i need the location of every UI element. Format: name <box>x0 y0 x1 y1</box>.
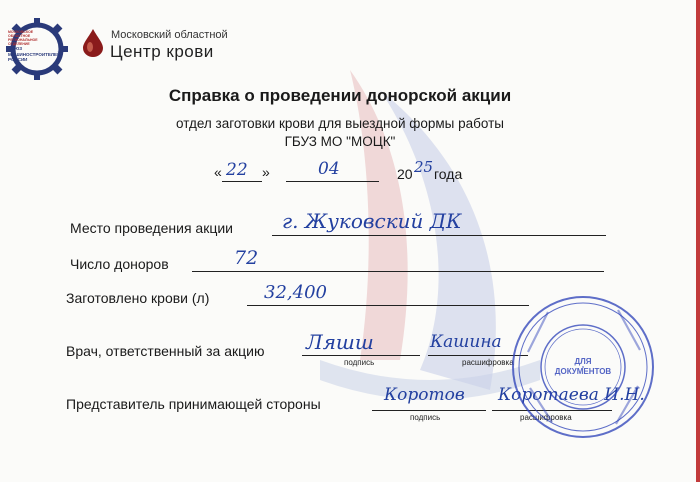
logo1-small-caption: МОСКОВСКОЕ ОБЛАСТНОЕ РЕГИОНАЛЬНОЕ ОТДЕЛЕНИЕ <box>8 30 38 46</box>
blood-drop-icon <box>82 28 104 58</box>
blood-value: 32,400 <box>264 282 327 303</box>
year-suffix: 25 <box>414 158 434 176</box>
representative-signature-underline <box>372 410 486 411</box>
logo1-line: СОЮЗ <box>8 46 23 51</box>
year-word: года <box>434 166 463 182</box>
location-label: Место проведения акции <box>70 220 233 236</box>
logo1-text <box>8 30 61 63</box>
representative-label: Представитель принимающей стороны <box>66 396 321 412</box>
year-prefix: 20 <box>397 166 413 182</box>
organization-line: ГБУЗ МО "МОЦК" <box>284 134 396 149</box>
department-line: отдел заготовки крови для выездной формы работы <box>176 116 504 131</box>
red-edge <box>696 0 700 482</box>
official-seal <box>508 292 658 442</box>
donors-label: Число доноров <box>70 256 169 272</box>
doctor-name: Кашина <box>430 332 502 352</box>
donors-value: 72 <box>234 247 259 269</box>
month-underline <box>286 181 379 182</box>
representative-name: Коротаева И.Н. <box>498 385 645 405</box>
day-underline <box>222 181 262 182</box>
location-underline <box>272 235 606 236</box>
representative-signature: Коротов <box>384 385 465 405</box>
blood-label: Заготовлено крови (л) <box>66 290 210 306</box>
logo1-line: МАШИНОСТРОИТЕЛЕЙ <box>8 51 61 57</box>
doctor-signature-underline <box>302 355 420 356</box>
donors-underline <box>192 271 604 272</box>
logo1-line: РОССИИ <box>8 57 28 62</box>
date-close-quote: » <box>262 164 270 180</box>
date-open-quote: « <box>214 164 222 180</box>
date-month: 04 <box>318 159 340 179</box>
date-day: 22 <box>226 160 248 180</box>
representative-signature-caption: подпись <box>410 413 441 422</box>
blood-center-region: Московский областной <box>111 29 228 41</box>
document-title: Справка о проведении донорской акции <box>168 86 512 105</box>
representative-name-caption: расшифровка <box>520 413 572 422</box>
doctor-name-caption: расшифровка <box>462 358 514 367</box>
doctor-signature-caption: подпись <box>344 358 375 367</box>
seal-center-line2: ДОКУМЕНТОВ <box>554 367 612 376</box>
blood-underline <box>247 305 529 306</box>
doctor-signature: Ляшш <box>306 330 374 354</box>
doctor-label: Врач, ответственный за акцию <box>66 343 265 359</box>
blood-center-name: Центр крови <box>110 42 214 61</box>
location-value: г. Жуковский ДК <box>282 209 462 233</box>
seal-center-line1: ДЛЯ <box>574 357 592 366</box>
